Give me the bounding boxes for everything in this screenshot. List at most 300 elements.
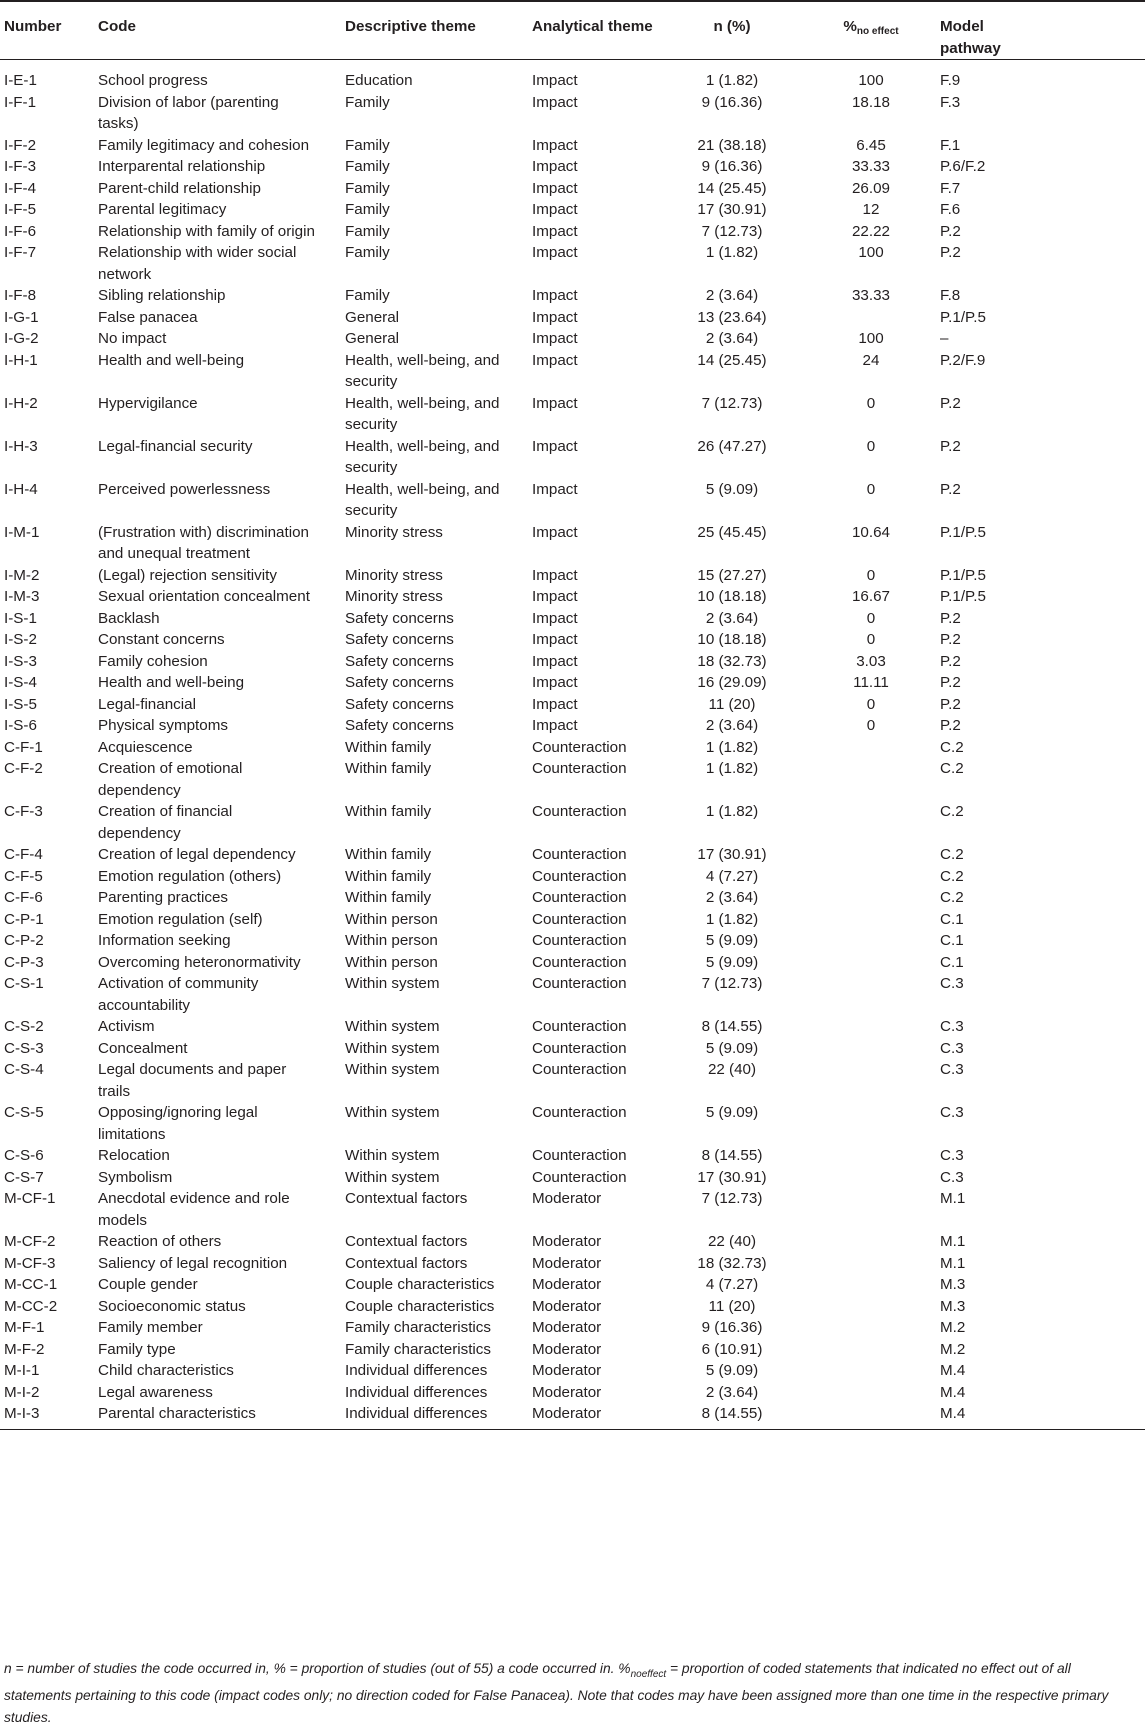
cell-no-effect: 100 bbox=[858, 330, 884, 347]
cell-analytical-theme: Counteraction bbox=[532, 1104, 627, 1121]
cell-model-pathway: P.2 bbox=[940, 717, 961, 734]
cell-code: Legal-financial security bbox=[98, 437, 253, 455]
cell-n-percent: 9 (16.36) bbox=[701, 158, 763, 175]
cell-analytical-theme: Moderator bbox=[532, 1254, 602, 1272]
table-row bbox=[0, 608, 1145, 630]
cell-code: Legal documents and paper trails bbox=[98, 1061, 287, 1100]
cell-number: I-M-3 bbox=[4, 588, 40, 605]
cell-model-pathway: P.2 bbox=[940, 394, 961, 412]
cell-analytical-theme: Counteraction bbox=[532, 738, 627, 756]
table-row bbox=[0, 1403, 1145, 1429]
cell-number: I-S-3 bbox=[4, 652, 37, 670]
cell-analytical-theme: Impact bbox=[532, 631, 578, 648]
cell-number: I-F-4 bbox=[4, 179, 37, 197]
cell-no-effect: 0 bbox=[866, 437, 876, 455]
cell-n-percent: 1 (1.82) bbox=[705, 72, 759, 89]
cell-no-effect bbox=[802, 1274, 940, 1296]
cell-code: Emotion regulation (self) bbox=[98, 910, 263, 928]
table-row bbox=[0, 672, 1145, 694]
cell-number: M-F-2 bbox=[4, 1340, 45, 1358]
cell-code: False panacea bbox=[98, 308, 198, 326]
table-row bbox=[0, 135, 1145, 157]
cell-n-percent: 17 (30.91) bbox=[697, 201, 767, 218]
table-row bbox=[0, 92, 1145, 135]
table-row bbox=[0, 1296, 1145, 1318]
cell-n-percent: 4 (7.27) bbox=[705, 867, 759, 885]
cell-number: I-F-3 bbox=[4, 158, 37, 175]
cell-no-effect bbox=[802, 952, 940, 974]
cell-number: C-F-1 bbox=[4, 738, 43, 756]
cell-no-effect bbox=[802, 758, 940, 801]
cell-code: Saliency of legal recognition bbox=[98, 1254, 288, 1272]
cell-no-effect: 24 bbox=[862, 351, 880, 369]
cell-descriptive-theme: Within system bbox=[345, 975, 440, 992]
cell-number: C-P-1 bbox=[4, 910, 44, 928]
cell-no-effect bbox=[802, 866, 940, 888]
cell-n-percent: 14 (25.45) bbox=[697, 179, 767, 197]
cell-n-percent: 8 (14.55) bbox=[662, 1403, 802, 1429]
cell-number: C-S-5 bbox=[4, 1104, 44, 1121]
cell-model-pathway: C.1 bbox=[940, 910, 964, 928]
table-row bbox=[0, 1016, 1145, 1038]
cell-number: M-I-2 bbox=[4, 1383, 40, 1401]
table-header-row bbox=[0, 1, 1145, 60]
cell-no-effect: 10.64 bbox=[851, 523, 890, 541]
cell-n-percent: 5 (9.09) bbox=[705, 1362, 759, 1379]
cell-no-effect bbox=[802, 1038, 940, 1060]
cell-analytical-theme: Impact bbox=[532, 93, 578, 111]
cell-no-effect: 0 bbox=[866, 566, 876, 584]
cell-no-effect bbox=[802, 1253, 940, 1275]
table-row bbox=[0, 758, 1145, 801]
cell-analytical-theme: Impact bbox=[532, 287, 578, 304]
cell-model-pathway: F.7 bbox=[940, 179, 961, 197]
cell-model-pathway: C.3 bbox=[940, 1018, 964, 1035]
cell-descriptive-theme: Family bbox=[345, 201, 390, 218]
footnote-sub: noeffect bbox=[630, 1668, 667, 1680]
table-row bbox=[0, 651, 1145, 673]
cell-model-pathway: M.3 bbox=[940, 1297, 966, 1315]
cell-analytical-theme: Impact bbox=[532, 222, 578, 240]
cell-code: Parent-child relationship bbox=[98, 179, 261, 197]
cell-model-pathway: M.4 bbox=[940, 1383, 966, 1401]
cell-n-percent: 6 (10.91) bbox=[701, 1340, 763, 1358]
cell-analytical-theme: Impact bbox=[532, 201, 578, 218]
table-footnote bbox=[4, 1658, 1142, 1728]
cell-model-pathway: C.2 bbox=[940, 867, 964, 885]
cell-n-percent: 25 (45.45) bbox=[697, 523, 767, 541]
cell-model-pathway: C.3 bbox=[940, 1168, 964, 1186]
table-row bbox=[0, 178, 1145, 200]
table-row bbox=[0, 930, 1145, 952]
table-row bbox=[0, 156, 1145, 178]
cell-n-percent: 1 (1.82) bbox=[705, 738, 759, 756]
cell-descriptive-theme: Individual differences bbox=[345, 1403, 532, 1429]
cell-model-pathway: P.2 bbox=[940, 674, 961, 691]
table-row bbox=[0, 737, 1145, 759]
cell-analytical-theme: Impact bbox=[532, 695, 578, 713]
cell-code: Family type bbox=[98, 1340, 176, 1358]
footnote-part1: n = number of studies the code occurred in, % = proportion of studies (out of 55) a code occurred in. % bbox=[4, 1661, 631, 1676]
cell-analytical-theme: Moderator bbox=[532, 1362, 602, 1379]
cell-descriptive-theme: Within system bbox=[345, 1061, 440, 1078]
cell-model-pathway: P.1/P.5 bbox=[940, 523, 986, 541]
cell-code: Parental legitimacy bbox=[98, 201, 227, 218]
cell-n-percent: 22 (40) bbox=[707, 1233, 757, 1250]
cell-model-pathway: C.1 bbox=[940, 932, 964, 949]
cell-no-effect: 0 bbox=[866, 480, 876, 498]
cell-number: I-F-1 bbox=[4, 93, 37, 111]
cell-analytical-theme: Impact bbox=[532, 609, 578, 627]
cell-number: C-F-2 bbox=[4, 760, 43, 777]
cell-n-percent: 7 (12.73) bbox=[701, 222, 763, 240]
cell-descriptive-theme: Family bbox=[345, 244, 390, 261]
cell-number: I-M-1 bbox=[4, 523, 40, 541]
cell-model-pathway: P.2 bbox=[940, 631, 961, 648]
cell-descriptive-theme: Contextual factors bbox=[345, 1254, 468, 1272]
cell-no-effect: 12 bbox=[862, 201, 880, 218]
cell-code: Health and well-being bbox=[98, 674, 245, 691]
table-row bbox=[0, 1339, 1145, 1361]
cell-n-percent: 22 (40) bbox=[707, 1061, 757, 1078]
cell-analytical-theme: Counteraction bbox=[532, 889, 627, 906]
cell-code: School progress bbox=[98, 72, 208, 89]
cell-no-effect: 0 bbox=[866, 695, 876, 713]
cell-code: Physical symptoms bbox=[98, 717, 228, 734]
cell-descriptive-theme: Within family bbox=[345, 760, 432, 777]
cell-code: Interparental relationship bbox=[98, 158, 266, 175]
cell-code: Legal awareness bbox=[98, 1383, 213, 1401]
cell-number: C-F-4 bbox=[4, 846, 43, 863]
cell-n-percent: 2 (3.64) bbox=[705, 1383, 759, 1401]
cell-descriptive-theme: Within family bbox=[345, 846, 432, 863]
table-row bbox=[0, 844, 1145, 866]
cell-descriptive-theme: Minority stress bbox=[345, 588, 443, 605]
cell-n-percent: 8 (14.55) bbox=[701, 1018, 763, 1035]
cell-descriptive-theme: Safety concerns bbox=[345, 652, 454, 670]
cell-analytical-theme: Counteraction bbox=[532, 910, 627, 928]
cell-no-effect bbox=[802, 930, 940, 952]
cell-number: I-S-2 bbox=[4, 631, 37, 648]
cell-descriptive-theme: Within person bbox=[345, 932, 438, 949]
cell-n-percent: 9 (16.36) bbox=[701, 93, 763, 111]
cell-number: M-I-1 bbox=[4, 1362, 40, 1379]
cell-descriptive-theme: Family characteristics bbox=[345, 1319, 491, 1336]
cell-number: C-P-3 bbox=[4, 953, 44, 971]
cell-descriptive-theme: Couple characteristics bbox=[345, 1276, 495, 1293]
cell-model-pathway: F.8 bbox=[940, 287, 961, 304]
table-row bbox=[0, 1360, 1145, 1382]
cell-number: I-G-2 bbox=[4, 330, 39, 347]
cell-analytical-theme: Moderator bbox=[532, 1276, 602, 1293]
table-row bbox=[0, 1317, 1145, 1339]
table-row bbox=[0, 1038, 1145, 1060]
table-row bbox=[0, 1274, 1145, 1296]
cell-code: Opposing/ignoring legal limitations bbox=[98, 1104, 258, 1143]
cell-no-effect: 100 bbox=[858, 72, 884, 89]
cell-n-percent: 26 (47.27) bbox=[697, 437, 767, 455]
table-row bbox=[0, 694, 1145, 716]
cell-analytical-theme: Counteraction bbox=[532, 867, 627, 885]
cell-analytical-theme: Counteraction bbox=[532, 1147, 627, 1164]
cell-number: M-F-1 bbox=[4, 1319, 45, 1336]
cell-no-effect: 0 bbox=[866, 717, 876, 734]
cell-descriptive-theme: Within system bbox=[345, 1168, 440, 1186]
header-number: Number bbox=[0, 1, 98, 60]
cell-n-percent: 1 (1.82) bbox=[705, 760, 759, 777]
cell-analytical-theme: Impact bbox=[532, 394, 578, 412]
cell-number: I-F-6 bbox=[4, 222, 37, 240]
cell-analytical-theme: Moderator bbox=[532, 1233, 602, 1250]
table-row bbox=[0, 629, 1145, 651]
cell-analytical-theme: Impact bbox=[532, 158, 578, 175]
table-row bbox=[0, 1253, 1145, 1275]
cell-analytical-theme: Counteraction bbox=[532, 1039, 627, 1057]
table-row bbox=[0, 586, 1145, 608]
cell-model-pathway: F.6 bbox=[940, 201, 961, 218]
cell-n-percent: 7 (12.73) bbox=[701, 394, 763, 412]
cell-code: Family legitimacy and cohesion bbox=[98, 136, 310, 154]
cell-n-percent: 7 (12.73) bbox=[701, 1190, 763, 1207]
cell-model-pathway: M.1 bbox=[940, 1233, 966, 1250]
cell-model-pathway: M.2 bbox=[940, 1319, 966, 1336]
cell-code: Parenting practices bbox=[98, 889, 229, 906]
cell-analytical-theme: Impact bbox=[532, 136, 578, 154]
cell-n-percent: 17 (30.91) bbox=[697, 846, 767, 863]
table-row bbox=[0, 1145, 1145, 1167]
cell-analytical-theme: Moderator bbox=[532, 1319, 602, 1336]
table-body bbox=[0, 60, 1145, 1430]
cell-code: Sexual orientation concealment bbox=[98, 588, 310, 605]
cell-no-effect bbox=[802, 1382, 940, 1404]
header-descriptive-theme: Descriptive theme bbox=[345, 1, 532, 60]
cell-n-percent: 11 (20) bbox=[708, 695, 756, 713]
table-row bbox=[0, 221, 1145, 243]
cell-n-percent: 1 (1.82) bbox=[705, 244, 759, 261]
cell-code: Perceived powerlessness bbox=[98, 480, 271, 498]
cell-no-effect bbox=[802, 1360, 940, 1382]
cell-model-pathway: M.4 bbox=[940, 1403, 1145, 1429]
table-row bbox=[0, 1382, 1145, 1404]
cell-analytical-theme: Counteraction bbox=[532, 846, 627, 863]
cell-no-effect bbox=[802, 1339, 940, 1361]
cell-descriptive-theme: Within system bbox=[345, 1104, 440, 1121]
footnote-part2: = proportion of coded statements that indicated no effect out of all statements pertaining to this code (impact codes only; no direction coded for False Panacea). Note that codes may have been assigned more than one time in the respective primary studies. bbox=[4, 1661, 1109, 1725]
cell-model-pathway: P.1/P.5 bbox=[940, 308, 986, 326]
table-row bbox=[0, 436, 1145, 479]
cell-code: Acquiescence bbox=[98, 738, 193, 756]
table-row bbox=[0, 285, 1145, 307]
cell-descriptive-theme: Safety concerns bbox=[345, 631, 454, 648]
cell-n-percent: 21 (38.18) bbox=[697, 136, 767, 154]
cell-analytical-theme: Impact bbox=[532, 330, 578, 347]
cell-analytical-theme: Moderator bbox=[532, 1190, 602, 1207]
cell-analytical-theme: Impact bbox=[532, 480, 578, 498]
cell-descriptive-theme: Family bbox=[345, 93, 390, 111]
cell-model-pathway: P.2 bbox=[940, 222, 961, 240]
cell-model-pathway: C.2 bbox=[940, 760, 964, 777]
cell-n-percent: 16 (29.09) bbox=[697, 674, 767, 691]
cell-descriptive-theme: General bbox=[345, 308, 400, 326]
cell-model-pathway: C.3 bbox=[940, 1061, 964, 1078]
cell-analytical-theme: Moderator bbox=[532, 1403, 662, 1429]
table-row bbox=[0, 715, 1145, 737]
cell-no-effect bbox=[802, 1059, 940, 1102]
cell-n-percent: 7 (12.73) bbox=[701, 975, 763, 992]
cell-analytical-theme: Moderator bbox=[532, 1383, 602, 1401]
cell-number: I-F-7 bbox=[4, 244, 37, 261]
table-row bbox=[0, 522, 1145, 565]
cell-analytical-theme: Impact bbox=[532, 674, 578, 691]
cell-code: Overcoming heteronormativity bbox=[98, 953, 301, 971]
cell-n-percent: 11 (20) bbox=[708, 1297, 756, 1315]
cell-model-pathway: C.1 bbox=[940, 953, 964, 971]
cell-n-percent: 2 (3.64) bbox=[705, 889, 759, 906]
cell-descriptive-theme: Within person bbox=[345, 910, 438, 928]
cell-code: Information seeking bbox=[98, 932, 231, 949]
table-row bbox=[0, 1102, 1145, 1145]
cell-code: (Frustration with) discrimination and unequal treatment bbox=[98, 523, 309, 562]
cell-code: Reaction of others bbox=[98, 1233, 222, 1250]
cell-code: Child characteristics bbox=[98, 1362, 234, 1379]
cell-code: Creation of emotional dependency bbox=[98, 760, 243, 799]
cell-number: I-S-4 bbox=[4, 674, 37, 691]
cell-number: I-F-2 bbox=[4, 136, 37, 154]
cell-code: Hypervigilance bbox=[98, 394, 198, 412]
cell-n-percent: 1 (1.82) bbox=[705, 803, 759, 820]
table-row bbox=[0, 565, 1145, 587]
cell-number: C-S-7 bbox=[4, 1168, 44, 1186]
header-analytical-theme: Analytical theme bbox=[532, 1, 662, 60]
cell-descriptive-theme: Within person bbox=[345, 953, 438, 971]
table-row bbox=[0, 973, 1145, 1016]
cell-number: I-E-1 bbox=[4, 72, 37, 89]
cell-number: M-CF-3 bbox=[4, 1254, 56, 1272]
header-no-effect-main: % bbox=[843, 18, 857, 35]
cell-no-effect bbox=[802, 909, 940, 931]
cell-no-effect: 33.33 bbox=[851, 158, 890, 175]
cell-model-pathway: P.1/P.5 bbox=[940, 566, 986, 584]
cell-no-effect bbox=[802, 307, 940, 329]
cell-number: C-P-2 bbox=[4, 932, 44, 949]
cell-number: I-M-2 bbox=[4, 566, 40, 584]
table-row bbox=[0, 350, 1145, 393]
cell-model-pathway: C.3 bbox=[940, 1147, 964, 1164]
cell-descriptive-theme: Within family bbox=[345, 803, 432, 820]
table-row bbox=[0, 479, 1145, 522]
cell-descriptive-theme: Individual differences bbox=[345, 1362, 488, 1379]
cell-descriptive-theme: Safety concerns bbox=[345, 674, 454, 691]
cell-model-pathway: F.1 bbox=[940, 136, 961, 154]
cell-descriptive-theme: Family bbox=[345, 136, 390, 154]
cell-n-percent: 10 (18.18) bbox=[697, 588, 767, 605]
cell-n-percent: 4 (7.27) bbox=[705, 1276, 759, 1293]
cell-analytical-theme: Impact bbox=[532, 72, 578, 89]
table-row bbox=[0, 952, 1145, 974]
cell-code: Symbolism bbox=[98, 1168, 173, 1186]
cell-model-pathway: M.1 bbox=[940, 1254, 966, 1272]
cell-analytical-theme: Counteraction bbox=[532, 760, 627, 777]
cell-code: Creation of legal dependency bbox=[98, 846, 296, 863]
cell-descriptive-theme: Contextual factors bbox=[345, 1233, 468, 1250]
cell-code: Family cohesion bbox=[98, 652, 208, 670]
header-n-percent: n (%) bbox=[662, 1, 802, 60]
cell-analytical-theme: Impact bbox=[532, 523, 578, 541]
cell-number: C-F-5 bbox=[4, 867, 43, 885]
cell-analytical-theme: Impact bbox=[532, 308, 578, 326]
table-row bbox=[0, 1167, 1145, 1189]
cell-no-effect: 26.09 bbox=[851, 179, 890, 197]
cell-model-pathway: P.2 bbox=[940, 695, 961, 713]
cell-analytical-theme: Impact bbox=[532, 566, 578, 584]
cell-analytical-theme: Counteraction bbox=[532, 932, 627, 949]
cell-no-effect: 0 bbox=[866, 609, 876, 627]
cell-analytical-theme: Counteraction bbox=[532, 1061, 627, 1078]
cell-n-percent: 5 (9.09) bbox=[705, 1104, 759, 1121]
cell-descriptive-theme: General bbox=[345, 330, 400, 347]
cell-analytical-theme: Impact bbox=[532, 437, 578, 455]
header-model-pathway-text: Model pathway bbox=[940, 18, 1001, 57]
cell-descriptive-theme: Family characteristics bbox=[345, 1340, 491, 1358]
cell-no-effect bbox=[802, 1016, 940, 1038]
cell-n-percent: 18 (32.73) bbox=[697, 652, 767, 670]
cell-descriptive-theme: Family bbox=[345, 222, 390, 240]
cell-number: I-F-5 bbox=[4, 201, 37, 218]
cell-n-percent: 5 (9.09) bbox=[705, 1039, 759, 1057]
table-row bbox=[0, 1231, 1145, 1253]
cell-number: M-CF-2 bbox=[4, 1233, 56, 1250]
table-row bbox=[0, 60, 1145, 92]
cell-no-effect bbox=[802, 737, 940, 759]
cell-number: M-CC-1 bbox=[4, 1276, 58, 1293]
cell-analytical-theme: Impact bbox=[532, 717, 578, 734]
cell-analytical-theme: Impact bbox=[532, 652, 578, 670]
cell-code: Relocation bbox=[98, 1147, 170, 1164]
cell-number: C-S-3 bbox=[4, 1039, 44, 1057]
cell-code: Constant concerns bbox=[98, 631, 225, 648]
cell-code: Family member bbox=[98, 1319, 203, 1336]
cell-model-pathway: F.3 bbox=[940, 93, 961, 111]
cell-n-percent: 2 (3.64) bbox=[705, 609, 759, 627]
cell-descriptive-theme: Family bbox=[345, 158, 390, 175]
cell-no-effect: 100 bbox=[858, 244, 884, 261]
cell-model-pathway: F.9 bbox=[940, 72, 961, 89]
cell-number: M-CF-1 bbox=[4, 1190, 56, 1207]
cell-no-effect: 0 bbox=[866, 631, 876, 648]
cell-n-percent: 13 (23.64) bbox=[697, 308, 767, 326]
cell-model-pathway: – bbox=[940, 330, 949, 347]
cell-code: Backlash bbox=[98, 609, 160, 627]
cell-descriptive-theme: Family bbox=[345, 179, 390, 197]
cell-model-pathway: P.2 bbox=[940, 437, 961, 455]
cell-number: I-H-3 bbox=[4, 437, 38, 455]
cell-n-percent: 10 (18.18) bbox=[697, 631, 767, 648]
cell-code: Division of labor (parenting tasks) bbox=[98, 93, 279, 132]
cell-model-pathway: C.3 bbox=[940, 975, 964, 992]
cell-descriptive-theme: Education bbox=[345, 72, 413, 89]
cell-code: Activism bbox=[98, 1018, 155, 1035]
cell-number: I-F-8 bbox=[4, 287, 37, 304]
cell-code: Relationship with wider social network bbox=[98, 244, 297, 283]
header-no-effect bbox=[802, 1, 940, 60]
cell-descriptive-theme: Minority stress bbox=[345, 566, 443, 584]
table-row bbox=[0, 909, 1145, 931]
cell-analytical-theme: Moderator bbox=[532, 1340, 602, 1358]
table-row bbox=[0, 393, 1145, 436]
cell-descriptive-theme: Individual differences bbox=[345, 1383, 488, 1401]
cell-code: (Legal) rejection sensitivity bbox=[98, 566, 277, 584]
table-row bbox=[0, 242, 1145, 285]
